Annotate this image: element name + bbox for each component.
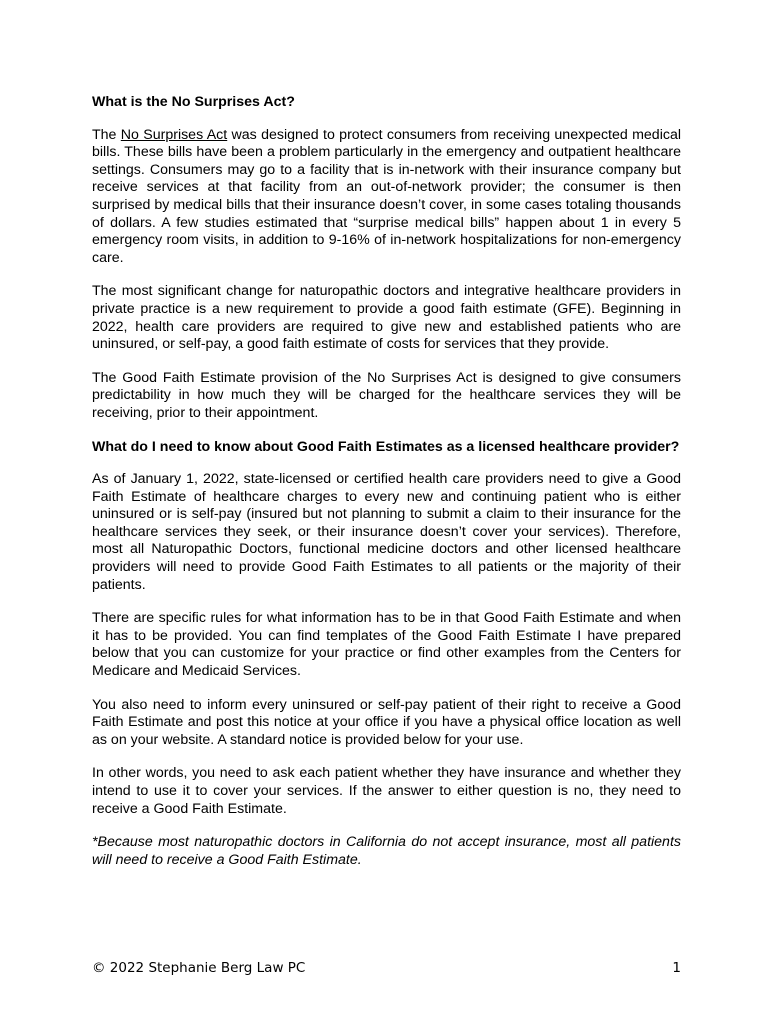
paragraph-in-other-words: In other words, you need to ask each patient whether they have insurance and whether they intend to use it to cover your services. If the answer to either question is no, they need to receive a Good Faith Estimate. xyxy=(92,765,681,817)
paragraph-california-note: *Because most naturopathic doctors in California do not accept insurance, most all patients will need to receive a Good Faith Estimate. xyxy=(92,834,681,868)
paragraph-no-surprises-intro xyxy=(92,127,681,268)
section-heading-gfe-provider: What do I need to know about Good Faith Estimates as a licensed healthcare provider? xyxy=(92,438,680,455)
paragraph-january-requirement: As of January 1, 2022, state-licensed or certified health care providers need to give a Good Faith Estimate of healthcare charges to every new and continuing patient who is either uninsured or is self-pay (insured but not planning to submit a claim to their insurance for the healthcare services they seek, or their insurance doesn’t cover your services). Therefore, most all Naturopathic Doctors, functional medicine doctors and other licensed healthcare providers will need to provide Good Faith Estimates to all patients or the majority of their patients. xyxy=(92,471,681,593)
paragraph-significant-change: The most significant change for naturopathic doctors and integrative healthcare providers in private practice is a new requirement to provide a good faith estimate (GFE). Beginning in 2022, health care providers are required to give new and established patients who are uninsured, or self-pay, a good faith estimate of costs for services that they provide. xyxy=(92,283,681,353)
page-footer xyxy=(92,960,681,976)
document-body xyxy=(92,94,681,885)
paragraph-specific-rules: There are specific rules for what information has to be in that Good Faith Estimate and when it has to be provided. You can find templates of the Good Faith Estimate I have prepared below that you can customize for your practice or find other examples from the Centers for Medicare and Medicaid Services. xyxy=(92,610,681,680)
paragraph-prefix: The xyxy=(92,126,121,143)
no-surprises-act-link[interactable]: No Surprises Act xyxy=(120,126,228,143)
paragraph-inform-patients: You also need to inform every uninsured or self-pay patient of their right to receive a Good Faith Estimate and post this notice at your office if you have a physical office location as well as on your website. A standard notice is provided below for your use. xyxy=(92,696,681,748)
footer-copyright: © 2022 Stephanie Berg Law PC xyxy=(92,960,306,976)
paragraph-gfe-provision: The Good Faith Estimate provision of the No Surprises Act is designed to give consumers predictability in how much they will be charged for the healthcare services they will be receiving, prior to their appointment. xyxy=(92,369,681,421)
section-heading-no-surprises-act: What is the No Surprises Act? xyxy=(92,94,295,110)
footer-page-number: 1 xyxy=(672,960,681,976)
paragraph-rest: was designed to protect consumers from receiving unexpected medical bills. These bills have been a problem particularly in the emergency and outpatient healthcare settings. Consumers may go to a facility that is in-network with their insurance company but receive services at that facility from an out-of-network provider; the consumer is then surprised by medical bills that their insurance doesn’t cover, in some cases totaling thousands of dollars. A few studies estimated that “surprise medical bills” happen about 1 in every 5 emergency room visits, in addition to 9-16% of in-network hospitalizations for non-emergency care. xyxy=(92,126,681,266)
